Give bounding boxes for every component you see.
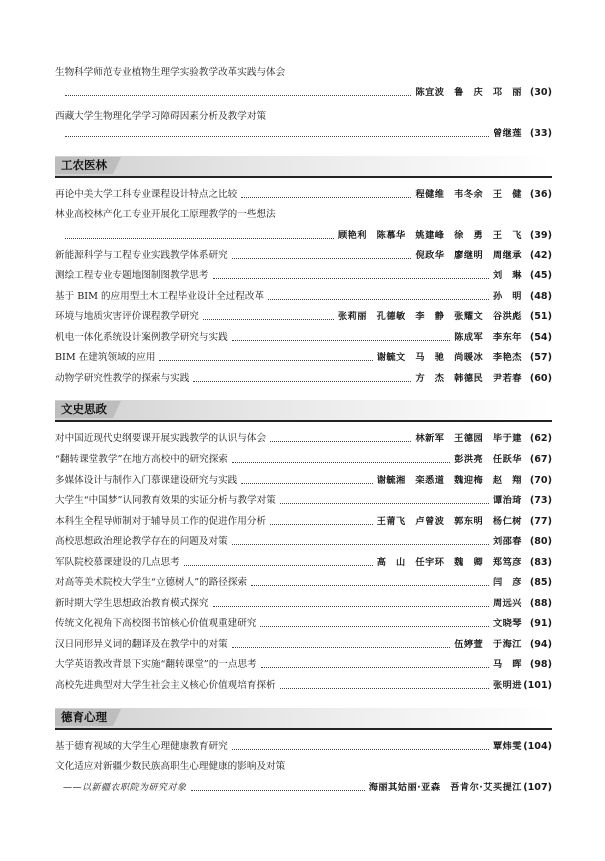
toc-entry[interactable] xyxy=(55,86,552,100)
toc-entry-page: (91) xyxy=(529,618,552,629)
toc-entry-page: (51) xyxy=(529,311,552,322)
dot-leader xyxy=(260,626,488,627)
toc-entry-authors: 伍婷萱 于海江 xyxy=(454,639,522,650)
toc-entry-authors: 刘 琳 xyxy=(492,270,522,281)
dot-leader xyxy=(232,544,489,545)
toc-entry-page: (33) xyxy=(529,128,552,139)
toc-entry-authors: 孙 明 xyxy=(492,291,522,302)
dot-leader xyxy=(232,647,451,648)
toc-entry-authors: 张明进 xyxy=(492,680,522,691)
dot-leader xyxy=(270,524,373,525)
dot-leader xyxy=(280,688,489,689)
toc-entry-title: 多媒体设计与制作入门慕课建设研究与实践 xyxy=(55,475,238,486)
toc-entry-page: (57) xyxy=(529,352,552,363)
toc-entry[interactable] xyxy=(55,290,552,304)
toc-entry[interactable] xyxy=(55,269,552,283)
toc-entry-page: (94) xyxy=(529,639,552,650)
toc-entry[interactable] xyxy=(55,249,552,263)
toc-entry-title: BIM 在建筑领域的应用 xyxy=(55,352,156,363)
toc-entry-page: (67) xyxy=(529,454,552,465)
toc-entry-authors: 马 晖 xyxy=(492,659,522,670)
dot-leader xyxy=(65,238,334,239)
section-header xyxy=(55,708,552,730)
dot-leader xyxy=(213,278,489,279)
section-title: 工农医林 xyxy=(55,157,113,174)
dot-leader xyxy=(203,319,334,320)
toc-entry[interactable] xyxy=(55,781,552,795)
toc-entry-page: (60) xyxy=(529,373,552,384)
toc-entry-page: (30) xyxy=(529,87,552,98)
dot-leader xyxy=(261,667,489,668)
dot-leader xyxy=(232,749,489,750)
toc-entry[interactable] xyxy=(55,658,552,672)
toc-entry-authors: 周远兴 xyxy=(492,598,522,609)
toc-entry-page: (62) xyxy=(529,433,552,444)
toc-entry-page: (77) xyxy=(529,516,552,527)
toc-entry-authors: 王莆飞 卢曾波 郭东明 杨仁树 xyxy=(376,516,522,527)
toc-entry[interactable] xyxy=(55,331,552,345)
toc-entry[interactable] xyxy=(55,556,552,570)
dot-leader xyxy=(184,565,373,566)
toc-entry-page: (54) xyxy=(529,332,552,343)
toc-entry[interactable] xyxy=(55,310,552,324)
dot-leader xyxy=(232,258,412,259)
toc-entry-authors: 陈宜波 鲁 庆 邛 丽 xyxy=(415,87,522,98)
toc-entry-title: 高校思想政治理论教学存在的问题及对策 xyxy=(55,536,228,547)
toc-entry[interactable] xyxy=(55,617,552,631)
section-header xyxy=(55,156,552,178)
toc-entry[interactable] xyxy=(55,535,552,549)
toc-entry-authors: 顾艳利 陈慕华 姚建峰 徐 勇 王 飞 xyxy=(337,230,522,241)
toc-entry-authors: 海丽其姑丽·亚森 吾肯尔·艾买提江 xyxy=(368,782,522,793)
toc-entry-page: (104) xyxy=(523,741,552,752)
toc-entry-title: 再论中美大学工科专业课程设计特点之比较 xyxy=(55,189,238,200)
toc-entry-authors: 谢毓湘 栾悉道 魏迎梅 赵 翔 xyxy=(376,475,522,486)
toc-entry[interactable] xyxy=(55,597,552,611)
toc-entry-title: 对高等美术院校大学生“立德树人”的路径探索 xyxy=(55,577,248,588)
toc-entry-title: 环境与地质灾害评价课程教学研究 xyxy=(55,311,199,322)
dot-leader xyxy=(270,441,411,442)
toc-entry-title: 汉日同形异义词的翻译及在教学中的对策 xyxy=(55,639,228,650)
toc-entry[interactable] xyxy=(55,494,552,508)
toc-entry-title: 基于德育视域的大学生心理健康教育研究 xyxy=(55,741,228,752)
toc-entry-title: 本科生全程导师制对于辅导员工作的促进作用分析 xyxy=(55,516,267,527)
toc-entry-title: 基于 BIM 的应用型土木工程毕业设计全过程改革 xyxy=(55,291,265,302)
toc-entry-title: 大学英语教改背景下实施“翻转课堂”的一点思考 xyxy=(55,659,257,670)
toc-entry[interactable] xyxy=(55,453,552,467)
toc-entry-title: 新时期大学生思想政治教育模式探究 xyxy=(55,598,209,609)
toc-entry[interactable] xyxy=(55,127,552,141)
dot-leader xyxy=(232,340,451,341)
toc-entry-authors: 谢毓文 马 驰 尚暖冰 李艳杰 xyxy=(376,352,522,363)
toc-entry-page: (98) xyxy=(529,659,552,670)
toc-entry-authors: 闫 彦 xyxy=(492,577,522,588)
toc-entry-authors: 林新军 王德园 毕于建 xyxy=(415,433,522,444)
toc-entry-page: (48) xyxy=(529,291,552,302)
dot-leader xyxy=(191,790,365,791)
section-title: 文史思政 xyxy=(55,401,113,418)
toc-entry[interactable] xyxy=(55,679,552,693)
toc-entry-title: 林业高校林产化工专业开展化工原理教学的一些想法 xyxy=(55,209,276,220)
toc-entry-page: (73) xyxy=(529,495,552,506)
toc-entry-authors: 陈成军 李东年 xyxy=(454,332,522,343)
toc-entry[interactable] xyxy=(55,351,552,365)
toc-entry[interactable] xyxy=(55,740,552,754)
toc-entry-authors: 曾继莲 xyxy=(492,128,522,139)
toc-entry-authors: 彭洪亮 任跃华 xyxy=(454,454,522,465)
toc-entry-subtitle: ——以新疆农职院为研究对象 xyxy=(63,783,187,793)
dot-leader xyxy=(268,299,489,300)
toc-entry-authors: 程健维 韦冬余 王 健 xyxy=(415,189,522,200)
toc-entry-authors: 谭治琦 xyxy=(492,495,522,506)
toc-entry-page: (80) xyxy=(529,536,552,547)
toc-entry-title: 高校先进典型对大学生社会主义核心价值观培育探析 xyxy=(55,680,276,691)
toc-entry-page: (83) xyxy=(529,557,552,568)
toc-entry-title: 动物学研究性教学的探索与实践 xyxy=(55,373,190,384)
toc-entry-authors: 覃炜雯 xyxy=(492,741,522,752)
toc-entry-title: 军队院校慕课建设的几点思考 xyxy=(55,557,180,568)
dot-leader xyxy=(241,483,372,484)
toc-entry-title: 西藏大学生物理化学学习障碍因素分析及教学对策 xyxy=(55,111,267,122)
dot-leader xyxy=(232,462,450,463)
dot-leader xyxy=(65,95,411,96)
toc-entry-title: “翻转课堂教学”在地方高校中的研究探索 xyxy=(55,454,228,465)
toc-entry-page: (36) xyxy=(529,189,552,200)
toc-entry-page: (39) xyxy=(529,230,552,241)
dot-leader xyxy=(241,197,411,198)
toc-entry-authors: 倪政华 廖继明 周继承 xyxy=(415,250,522,261)
toc-entry-authors: 高 山 任宇环 魏 卿 郑笃彦 xyxy=(376,557,522,568)
dot-leader xyxy=(213,606,489,607)
toc-entry-title: 传统文化视角下高校图书馆核心价值观重建研究 xyxy=(55,618,257,629)
toc-entry-page: (88) xyxy=(529,598,552,609)
toc-entry-authors: 方 杰 韩德民 尹若春 xyxy=(415,373,522,384)
toc-entry-authors: 张莉丽 孔德敏 李 静 张耀文 谷洪彪 xyxy=(337,311,522,322)
toc-entry[interactable] xyxy=(55,229,552,243)
toc-entry-title: 对中国近现代史纲要课开展实践教学的认识与体会 xyxy=(55,433,267,444)
toc-entry[interactable] xyxy=(55,474,552,488)
dot-leader xyxy=(65,136,489,137)
toc-entry-title: 测绘工程专业专题地图制图教学思考 xyxy=(55,270,209,281)
toc-entry[interactable] xyxy=(55,188,552,202)
toc-entry-page: (42) xyxy=(529,250,552,261)
toc-entry-authors: 文晓琴 xyxy=(492,618,522,629)
toc-entry-page: (101) xyxy=(523,680,552,691)
toc-entry-title: 文化适应对新疆少数民族高职生心理健康的影响及对策 xyxy=(55,761,286,772)
toc-entry-title: 生物科学师范专业植物生理学实验教学改革实践与体会 xyxy=(55,67,286,78)
section-header xyxy=(55,400,552,422)
toc-entry-page: (107) xyxy=(523,782,552,793)
section-title: 德育心理 xyxy=(55,709,113,726)
dot-leader xyxy=(159,360,372,361)
toc-entry-page: (85) xyxy=(529,577,552,588)
toc-entry[interactable] xyxy=(55,432,552,446)
toc-entry-title: 机电一体化系统设计案例教学研究与实践 xyxy=(55,332,228,343)
toc-entry[interactable] xyxy=(55,515,552,529)
toc-entry-authors: 刘邵春 xyxy=(492,536,522,547)
toc-entry[interactable] xyxy=(55,576,552,590)
toc-entry-page: (70) xyxy=(529,475,552,486)
toc-entry[interactable] xyxy=(55,638,552,652)
toc-entry-title: 大学生“中国梦”认同教育效果的实证分析与教学对策 xyxy=(55,495,276,506)
toc-entry-title: 新能源科学与工程专业实践教学体系研究 xyxy=(55,250,228,261)
dot-leader xyxy=(280,503,489,504)
dot-leader xyxy=(193,381,411,382)
toc-entry-page: (45) xyxy=(529,270,552,281)
toc-entry[interactable] xyxy=(55,372,552,386)
dot-leader xyxy=(251,585,489,586)
